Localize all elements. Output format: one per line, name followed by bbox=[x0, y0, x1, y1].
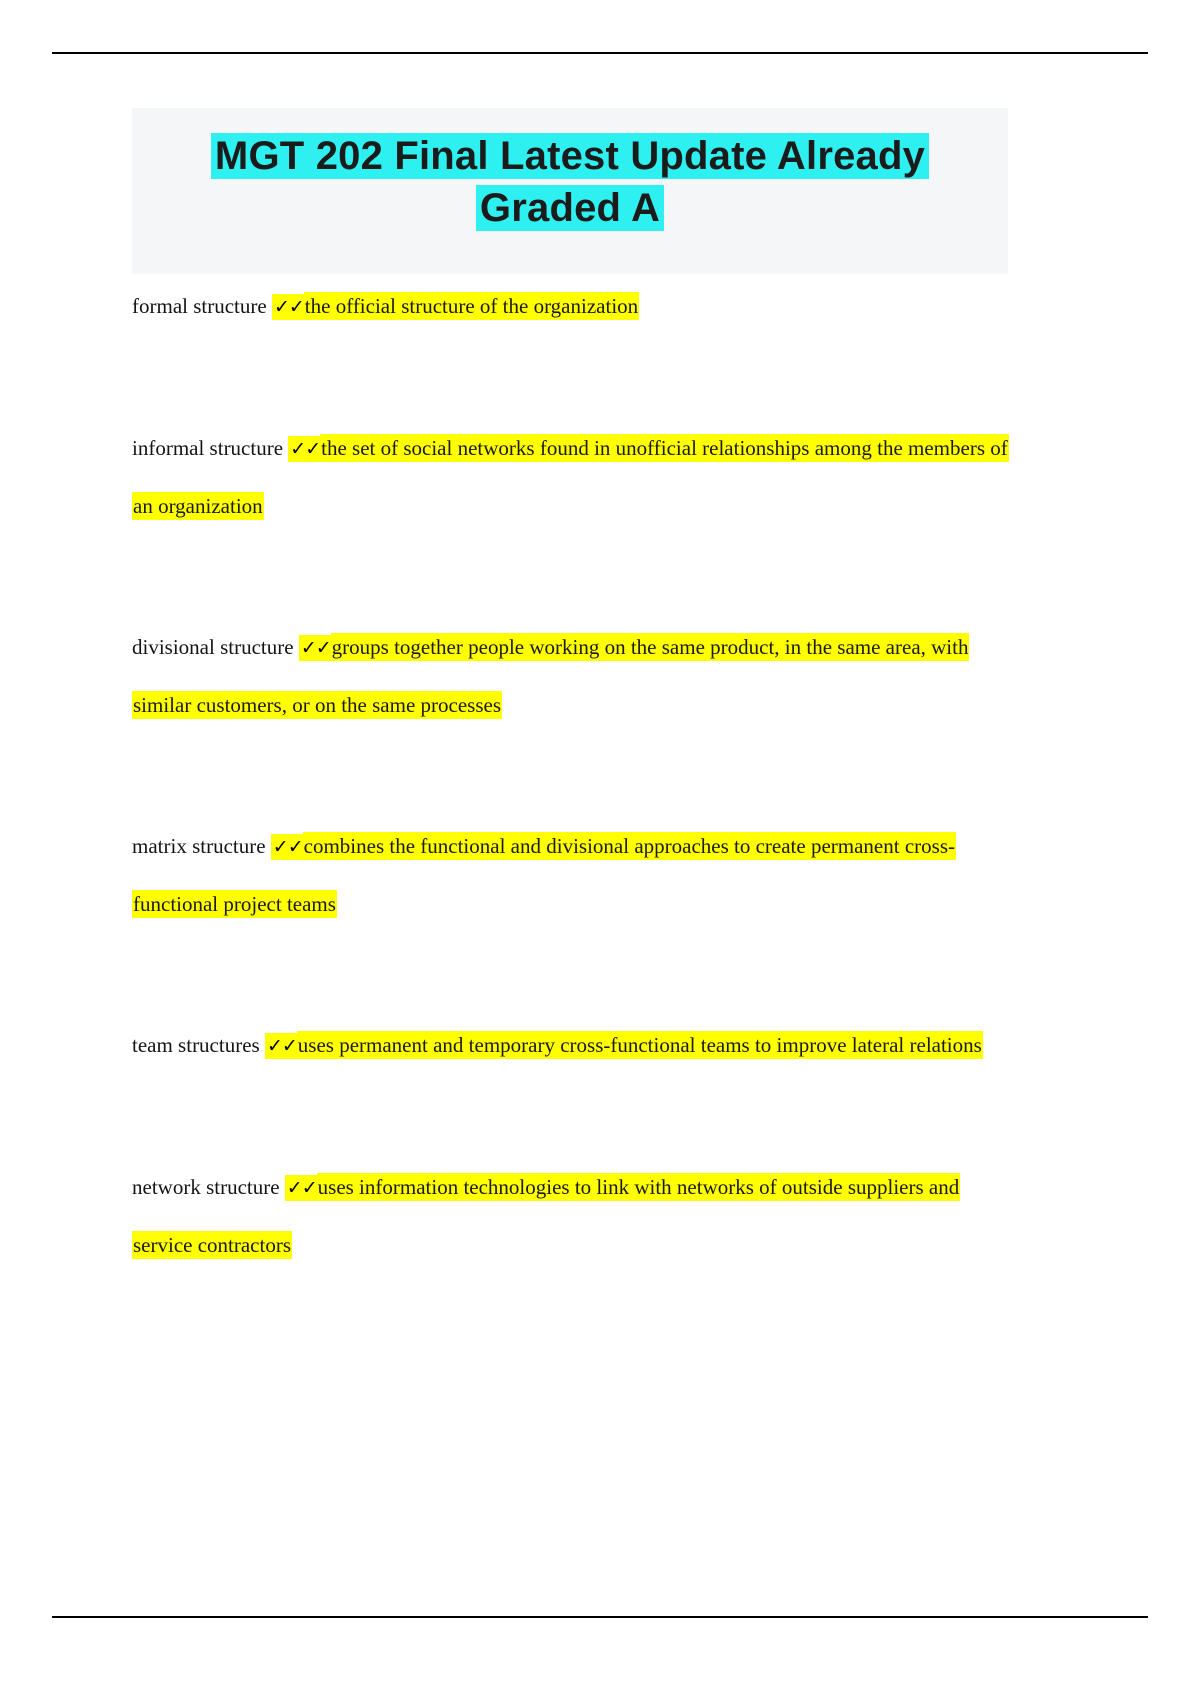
check-check-icon: ✓✓ bbox=[286, 1177, 317, 1199]
check-check-icon: ✓✓ bbox=[266, 1035, 297, 1057]
term-label: team structures bbox=[132, 1033, 265, 1057]
term-label: network structure bbox=[132, 1175, 285, 1199]
footer-divider bbox=[52, 1616, 1148, 1618]
check-check-icon: ✓✓ bbox=[272, 836, 303, 858]
check-check-icon: ✓✓ bbox=[300, 637, 331, 659]
term-label: divisional structure bbox=[132, 635, 299, 659]
page-title-line-1 bbox=[132, 130, 1008, 182]
term-label: formal structure bbox=[132, 294, 272, 318]
definition-text: combines the functional and divisional approaches to create permanent cross-functional project teams bbox=[133, 834, 955, 916]
check-check-icon: ✓✓ bbox=[273, 296, 304, 318]
term-label: informal structure bbox=[132, 436, 289, 460]
definition-text: groups together people working on the same product, in the same area, with similar customers, or on the same processes bbox=[133, 635, 969, 717]
page-title-line-1-text: MGT 202 Final Latest Update Already bbox=[211, 133, 929, 179]
definition-text: the set of social networks found in unofficial relationships among the members of an organization bbox=[133, 436, 1008, 518]
definition-text: the official structure of the organization bbox=[304, 294, 639, 318]
document-content bbox=[132, 108, 1008, 1274]
definition-list bbox=[132, 278, 1008, 1274]
header-divider bbox=[52, 52, 1148, 54]
list-item bbox=[132, 818, 1008, 933]
list-item bbox=[132, 1017, 1008, 1075]
page-title-line-2-text: Graded A bbox=[476, 185, 664, 231]
list-item bbox=[132, 619, 1008, 734]
list-item bbox=[132, 1159, 1008, 1274]
term-label: matrix structure bbox=[132, 834, 271, 858]
document-title-block bbox=[132, 108, 1008, 274]
list-item bbox=[132, 278, 1008, 336]
list-item bbox=[132, 420, 1008, 535]
check-check-icon: ✓✓ bbox=[290, 438, 321, 460]
definition-text: uses permanent and temporary cross-functional teams to improve lateral relations bbox=[297, 1033, 982, 1057]
definition-text: uses information technologies to link with networks of outside suppliers and service contractors bbox=[133, 1175, 960, 1257]
page-title-line-2 bbox=[132, 182, 1008, 234]
